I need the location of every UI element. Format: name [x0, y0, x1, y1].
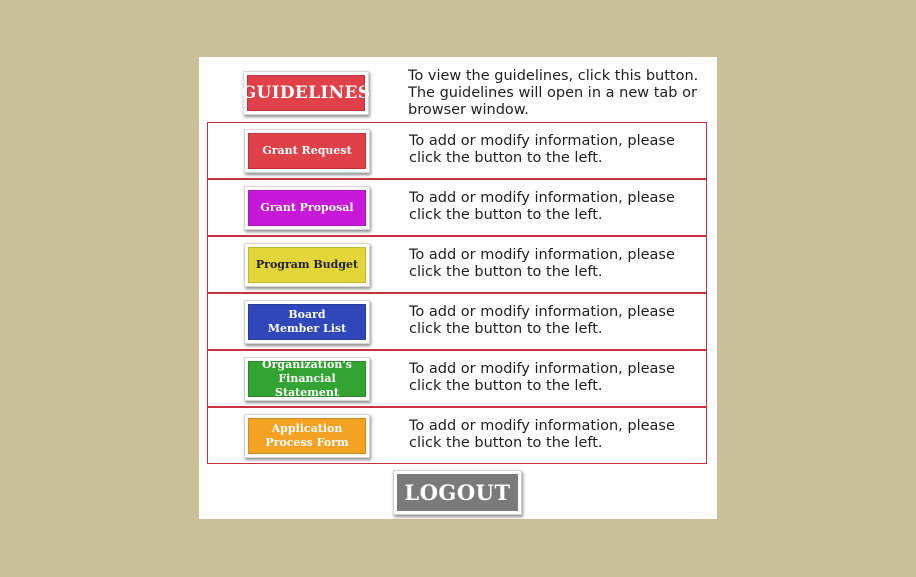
financial-statement-button-label: Organization's Financial Statement [248, 361, 366, 397]
grant-request-button[interactable] [244, 129, 370, 173]
grant-proposal-button[interactable] [244, 186, 370, 230]
program-budget-button-label: Program Budget [248, 247, 366, 283]
program-budget-button[interactable] [244, 243, 370, 287]
form-row-board-member-list [207, 293, 707, 350]
grant-request-description: To add or modify information, please click the button to the left. [409, 133, 675, 166]
application-process-form-button[interactable] [244, 414, 370, 458]
form-row-grant-request [207, 122, 707, 179]
grant-proposal-button-label: Grant Proposal [248, 190, 366, 226]
logout-button-label: LOGOUT [397, 474, 518, 511]
guidelines-row [207, 65, 707, 122]
main-panel [199, 57, 717, 519]
board-member-list-button-label: Board Member List [248, 304, 366, 340]
financial-statement-description: To add or modify information, please click the button to the left. [409, 361, 675, 394]
program-budget-description: To add or modify information, please click the button to the left. [409, 247, 675, 280]
application-process-form-button-label: Application Process Form [248, 418, 366, 454]
form-row-grant-proposal [207, 179, 707, 236]
financial-statement-button[interactable] [244, 357, 370, 401]
board-member-list-description: To add or modify information, please click the button to the left. [409, 304, 675, 337]
form-row-financial-statement [207, 350, 707, 407]
grant-proposal-description: To add or modify information, please click the button to the left. [409, 190, 675, 223]
guidelines-description: To view the guidelines, click this button. The guidelines will open in a new tab or browser window. [408, 68, 699, 118]
application-process-form-description: To add or modify information, please click the button to the left. [409, 418, 675, 451]
board-member-list-button[interactable] [244, 300, 370, 344]
form-row-application-process [207, 407, 707, 464]
form-row-program-budget [207, 236, 707, 293]
guidelines-button[interactable] [243, 71, 369, 115]
grant-request-button-label: Grant Request [248, 133, 366, 169]
guidelines-button-label: GUIDELINES [247, 75, 365, 111]
logout-button[interactable] [393, 470, 522, 515]
